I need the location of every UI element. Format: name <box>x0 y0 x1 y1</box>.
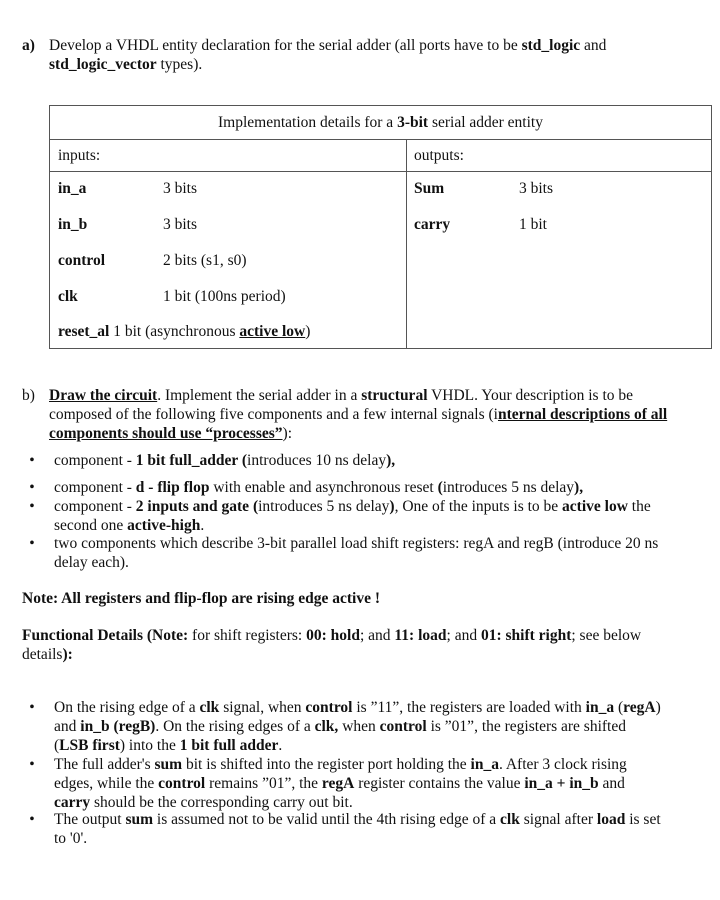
reset-input: reset_al 1 bit (asynchronous active low) <box>58 323 311 340</box>
part-a: a) Develop a VHDL entity declaration for the serial adder (all ports have to be std_logic and std_logic_vector types). <box>22 37 607 73</box>
input-value: 1 bit (100ns period) <box>163 288 286 305</box>
input-name: in_a <box>58 180 87 197</box>
input-name: clk <box>58 288 78 305</box>
input-name: control <box>58 252 106 269</box>
inputs-header: inputs: <box>58 147 101 164</box>
output-name: carry <box>414 216 451 233</box>
input-name: in_b <box>58 216 88 233</box>
functional-details: Functional Details (Note: for shift registers: 00: hold; and 11: load; and 01: shift right; see below details): <box>22 627 642 663</box>
outputs-header: outputs: <box>414 147 464 164</box>
input-value: 3 bits <box>163 180 198 197</box>
implementation-table <box>49 105 712 349</box>
input-value: 2 bits (s1, s0) <box>163 252 247 269</box>
output-value: 3 bits <box>519 180 554 197</box>
table-caption: Implementation details for a 3-bit serial adder entity <box>50 106 711 140</box>
part-b-label: b) <box>22 387 35 404</box>
note: Note: All registers and flip-flop are rising edge active ! <box>22 590 381 607</box>
part-b: b) Draw the circuit. Implement the serial adder in a structural VHDL. Your description is to be composed of the following five components and a few internal signals (internal descriptions of all components should use “processes”): <box>22 387 668 442</box>
output-name: Sum <box>414 180 445 197</box>
input-value: 3 bits <box>163 216 198 233</box>
part-a-label: a) <box>22 37 35 54</box>
output-value: 1 bit <box>519 216 547 233</box>
